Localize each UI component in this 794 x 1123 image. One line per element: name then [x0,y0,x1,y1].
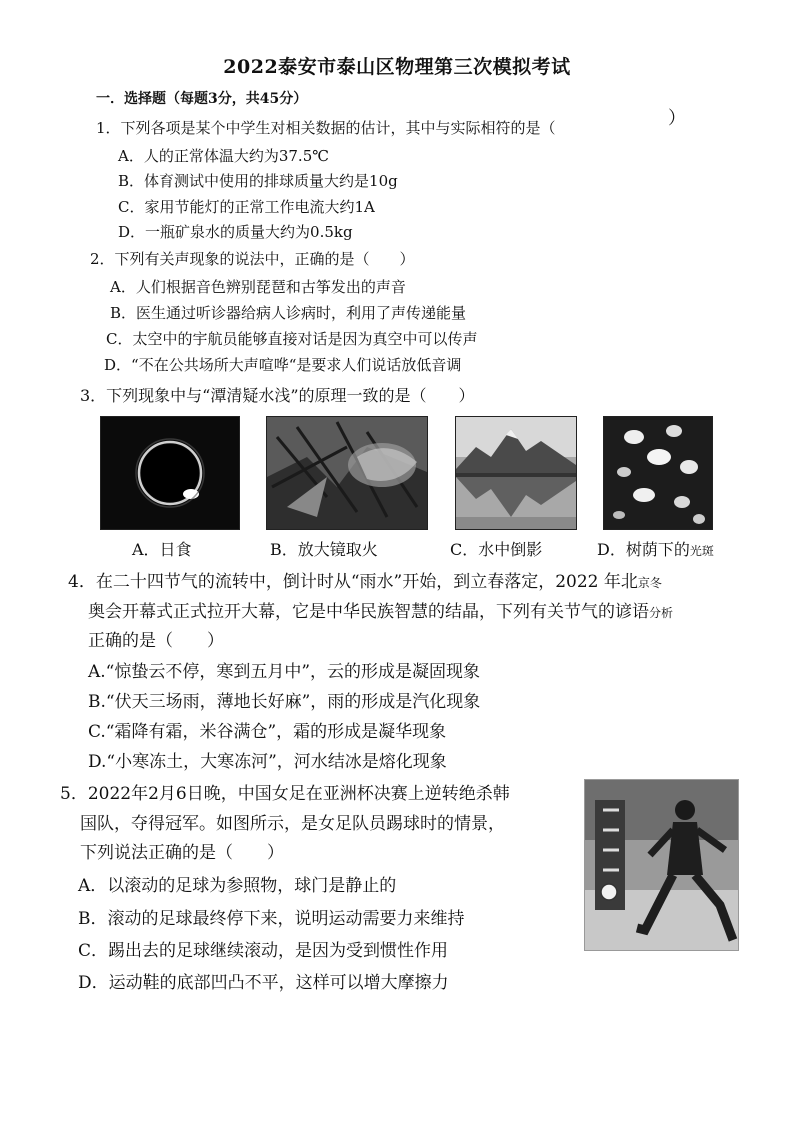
q1-option-a: A．人的正常体温大约为37.5℃ [118,147,330,165]
q2-stem: 2．下列有关声现象的说法中，正确的是（ ） [90,250,415,268]
q3-caption-c: C．水中倒影 [450,540,543,559]
mountain-icon [456,417,576,529]
q4-line-1-tail: 京冬 [637,576,662,590]
q3-caption-a: A．日食 [132,540,192,559]
q3-caption-d [597,537,714,560]
q3-caption-d-text: D．树荫下的 [597,540,690,559]
q1-stem: 1．下列各项是某个中学生对相关数据的估计，其中与实际相符的是（ [96,119,556,137]
q4-line-1-text: 4．在二十四节气的流转中，倒计时从“雨水”开始，到立春落定，2022 年北 [68,572,638,592]
q5-line-3: 下列说法正确的是（ ） [80,843,284,863]
q1-option-c: C．家用节能灯的正常工作电流大约1A [118,198,375,216]
tree-shade-photo [603,416,713,530]
q4-line-2 [88,597,673,622]
q1-option-d: D．一瓶矿泉水的质量大约为0.5kg [118,223,353,241]
q3-caption-d-tail: 光斑 [689,544,714,558]
q5-option-c: C．踢出去的足球继续滚动，是因为受到惯性作用 [78,941,449,961]
q5-line-1: 5．2022年2月6日晚，中国女足在亚洲杯决赛上逆转绝杀韩 [60,784,510,804]
section-heading: 一．选择题（每题3分，共45分） [96,91,308,107]
magnifier-fire-photo [266,416,428,530]
q4-line-2-text: 奥会开幕式正式拉开大幕，它是中华民族智慧的结晶，下列有关节气的谚语 [88,602,649,622]
q4-line-3: 正确的是（ ） [88,631,224,651]
eclipse-icon [101,417,239,529]
q4-option-d: D.“小寒冻土，大寒冻河”，河水结冰是熔化现象 [88,752,447,772]
q4-option-a: A.“惊蛰云不停，寒到五月中”，云的形成是凝固现象 [88,662,481,682]
q4-option-b: B.“伏天三场雨，薄地长好麻”，雨的形成是汽化现象 [88,692,481,712]
q5-line-2: 国队，夺得冠军。如图所示，是女足队员踢球时的情景， [80,814,505,834]
eclipse-photo [100,416,240,530]
stray-mark: ） [668,108,686,129]
page-title: 2022泰安市泰山区物理第三次模拟考试 [223,56,571,78]
q3-caption-b: B．放大镜取火 [270,540,378,559]
magnifier-icon [267,417,427,529]
q4-line-1 [68,567,662,592]
light-spots-icon [604,417,712,529]
q2-option-a: A．人们根据音色辨别琵琶和古筝发出的声音 [110,278,406,296]
q3-stem: 3．下列现象中与“潭清疑水浅”的原理一致的是（ ） [80,386,475,405]
q2-option-b: B．医生通过听诊器给病人诊病时，利用了声传递能量 [110,304,467,322]
soccer-player-icon [585,780,738,950]
q5-option-a: A．以滚动的足球为参照物，球门是静止的 [78,876,397,896]
mountain-reflection-photo [455,416,577,530]
q4-line-2-tail: 分析 [649,606,674,620]
q5-option-b: B．滚动的足球最终停下来，说明运动需要力来维持 [78,909,465,929]
q5-option-d: D．运动鞋的底部凹凸不平，这样可以增大摩擦力 [78,973,449,993]
q2-option-c: C．太空中的宇航员能够直接对话是因为真空中可以传声 [106,330,478,348]
q2-option-d: D．“不在公共场所大声喧哗“是要求人们说话放低音调 [104,356,462,374]
soccer-photo [584,779,739,951]
q1-option-b: B．体育测试中使用的排球质量大约是10g [118,172,398,190]
q4-option-c: C.“霜降有霜，米谷满仓”，霜的形成是凝华现象 [88,722,447,742]
